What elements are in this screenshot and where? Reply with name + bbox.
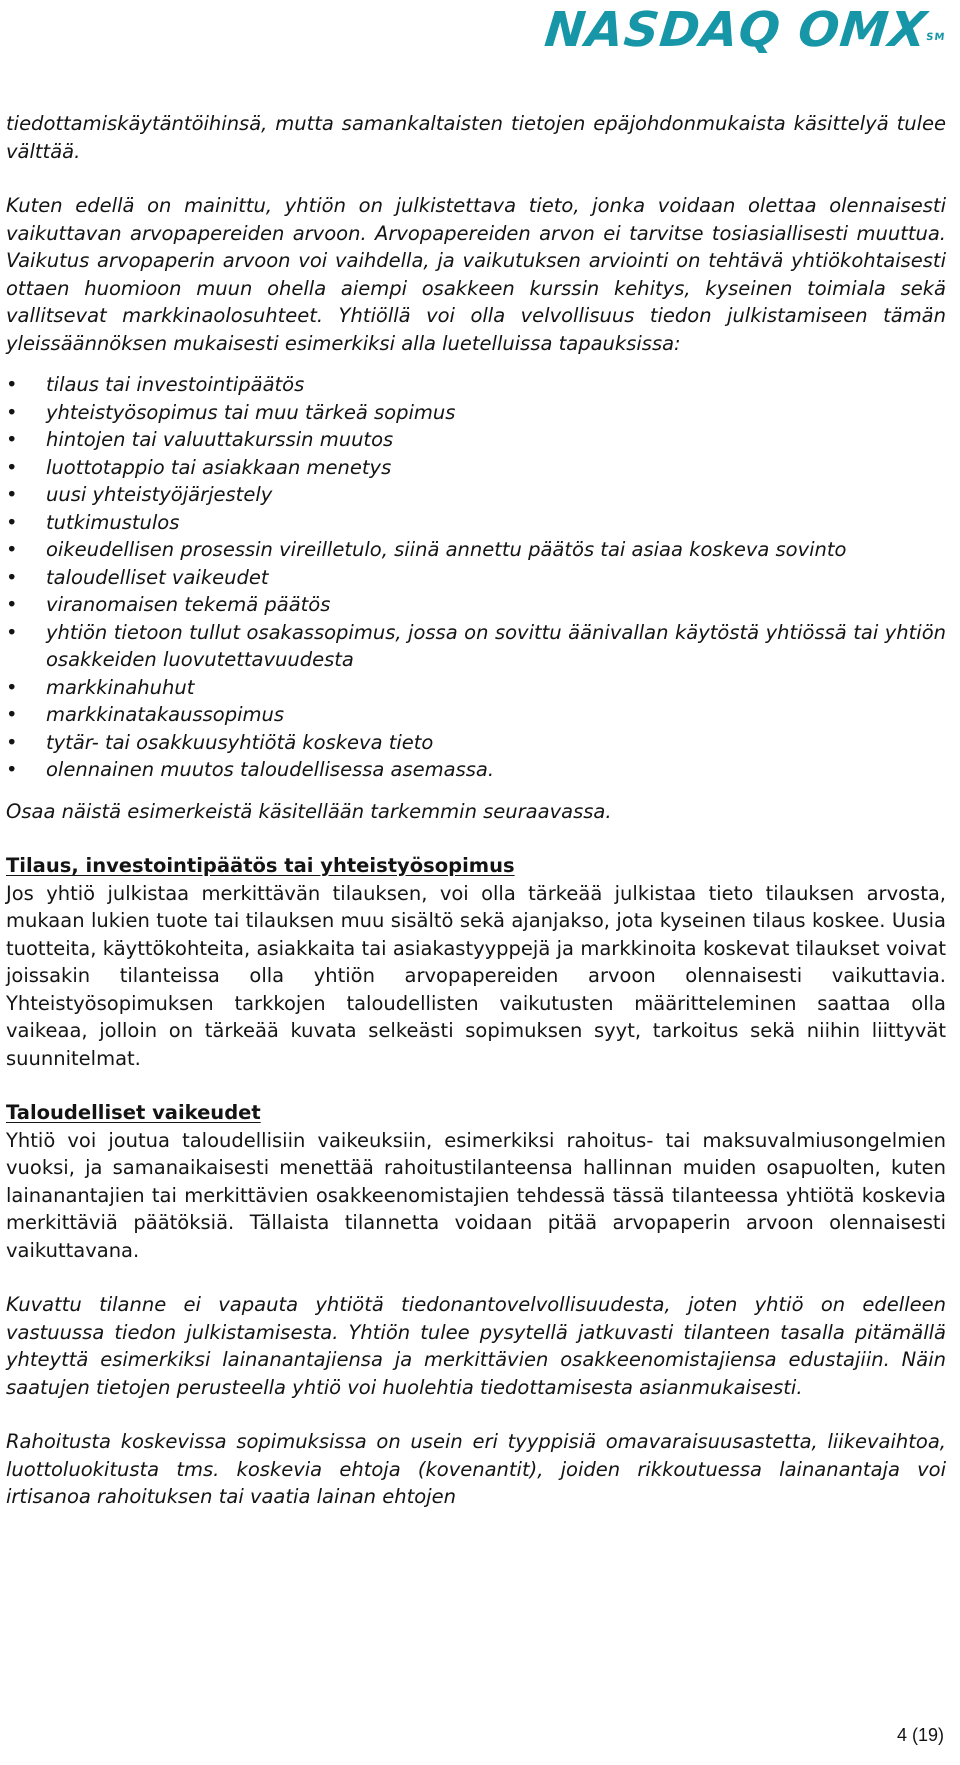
list-item: • markkinatakaussopimus xyxy=(6,701,946,729)
logo-text: NASDAQ OMX xyxy=(541,2,930,58)
list-item: • olennainen muutos taloudellisessa asemassa. xyxy=(6,756,946,784)
list-item: • taloudelliset vaikeudet xyxy=(6,564,946,592)
section-heading: Tilaus, investointipäätös tai yhteistyösopimus xyxy=(6,854,515,877)
section-body: Yhtiö voi joutua taloudellisiin vaikeuksiin, esimerkiksi rahoitus- tai maksuvalmiusongelmien vuoksi, ja samanaikaisesti menettää rahoitustilanteensa hallinnan muiden osapuolten, kuten lainanantajien tai merkittävien osakkeenomistajien tehdessä tässä tilanteessa yhtiötä koskevia merkittäviä päätöksiä. Tällaista tilannetta voidaan pitää arvopaperin arvoon olennaisesti vaikuttavana. xyxy=(6,1128,946,1262)
list-item: • tytär- tai osakkuusyhtiötä koskeva tieto xyxy=(6,729,946,757)
section-body-2: Kuvattu tilanne ei vapauta yhtiötä tiedonantovelvollisuudesta, joten yhtiö on edelleen vastuussa tiedon julkistamisesta. Yhtiön tulee pysytellä jatkuvasti tilanteen tasalla pitämällä yhteyttä esimerkiksi lainanantajiensa ja merkittävien osakkeenomistajiensa edustajiin. Näin saatujen tietojen perusteella yhtiö voi huolehtia tiedottamisesta asianmukaisesti. xyxy=(6,1293,946,1399)
page-number: 4 (19) xyxy=(896,1725,944,1745)
list-item: • yhtiön tietoon tullut osakassopimus, jossa on sovittu äänivallan käytöstä yhtiössä tai yhtiön osakkeiden luovutettavuudesta xyxy=(6,619,946,674)
list-item: • oikeudellisen prosessin vireilletulo, siinä annettu päätös tai asiaa koskeva sovinto xyxy=(6,536,946,564)
disclosure-paragraph: Kuten edellä on mainittu, yhtiön on julkistettava tieto, jonka voidaan olettaa olennaisesti vaikuttavan arvopapereiden arvoon. Arvopapereiden arvon ei tarvitse tosiasiallisesti muuttua. Vaikutus arvopaperin arvoon voi vaihdella, ja vaikutuksen arviointi on tehtävä yhtiökohtaisesti ottaen huomioon muun ohella aiempi osakkeen kurssin kehitys, kyseinen toimiala sekä vallitsevat markkinaolosuhteet. Yhtiöllä voi olla velvollisuus tiedon julkistamiseen tämän yleissäännöksen mukaisesti esimerkiksi alla luetelluissa tapauksissa: xyxy=(6,194,946,355)
section-orders-investments xyxy=(6,852,946,1072)
nasdaq-omx-logo xyxy=(542,2,949,58)
section-body-3: Rahoitusta koskevissa sopimuksissa on usein eri tyyppisiä omavaraisuusastetta, liikevaihtoa, luottoluokitusta tms. koskevia ehtoja (kovenantit), joiden rikkoutuessa lainanantaja voi irtisanoa rahoituksen tai vaatia lainan ehtojen xyxy=(6,1430,946,1508)
list-item: • yhteistyösopimus tai muu tärkeä sopimus xyxy=(6,399,946,427)
list-item: • tilaus tai investointipäätös xyxy=(6,371,946,399)
examples-note: Osaa näistä esimerkeistä käsitellään tarkemmin seuraavassa. xyxy=(6,799,612,823)
document-body xyxy=(6,110,946,1538)
section-heading: Taloudelliset vaikeudet xyxy=(6,1101,261,1124)
section-financial-difficulties xyxy=(6,1099,946,1264)
list-item: • markkinahuhut xyxy=(6,674,946,702)
list-item: • luottotappio tai asiakkaan menetys xyxy=(6,454,946,482)
examples-list xyxy=(6,371,946,784)
section-body: Jos yhtiö julkistaa merkittävän tilauksen, voi olla tärkeää julkistaa tieto tilauksen arvosta, mukaan lukien tuote tai tilauksen muu sisältö sekä ajanjakso, jota kyseinen tilaus koskee. Uusia tuotteita, käyttökohteita, asiakkaita tai asiakastyyppejä ja markkinoita koskevat tilaukset voivat joissakin tilanteissa olla yhtiön arvopapereiden arvoon olennaisesti vaikuttavia. Yhteistyösopimuksen tarkkojen taloudellisten vaikutusten määritteleminen saattaa olla vaikeaa, jolloin on tärkeää kuvata selkeästi sopimuksen syyt, tarkoitus sekä niihin liittyvät suunnitelmat. xyxy=(6,881,946,1070)
list-item: • viranomaisen tekemä päätös xyxy=(6,591,946,619)
list-item: • tutkimustulos xyxy=(6,509,946,537)
logo-service-mark: SM xyxy=(925,32,946,43)
intro-paragraph: tiedottamiskäytäntöihinsä, mutta samankaltaisten tietojen epäjohdonmukaista käsittelyä tulee välttää. xyxy=(6,112,946,163)
list-item: • hintojen tai valuuttakurssin muutos xyxy=(6,426,946,454)
list-item: • uusi yhteistyöjärjestely xyxy=(6,481,946,509)
